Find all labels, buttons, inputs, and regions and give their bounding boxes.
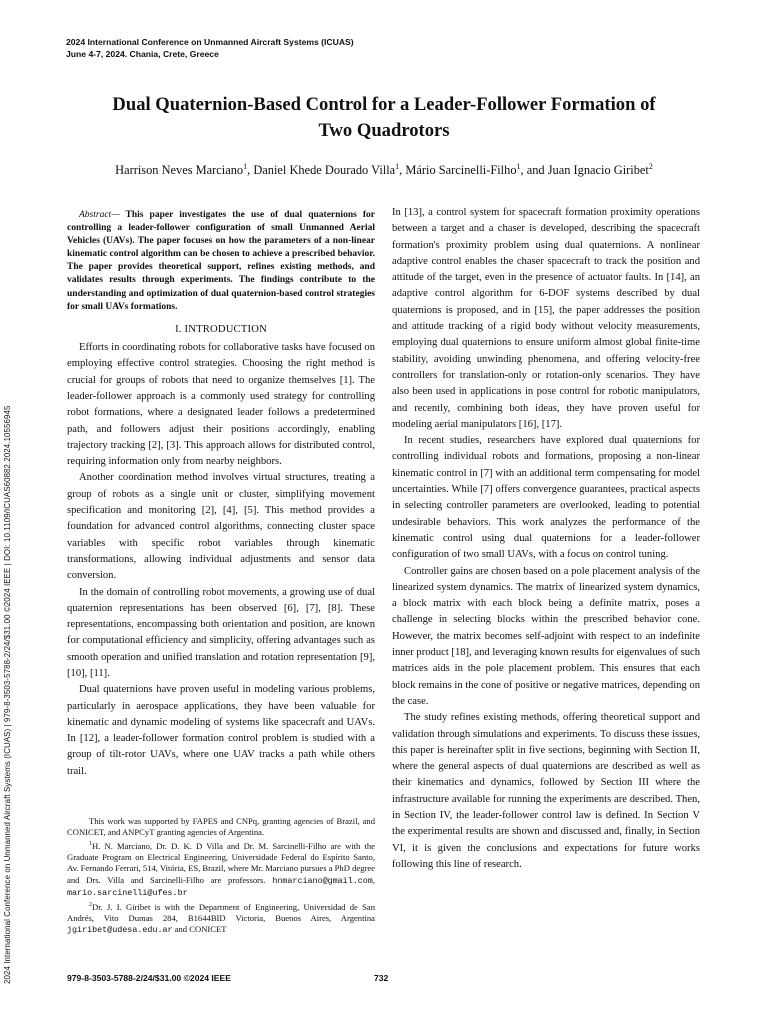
- footnote-text: H. N. Marciano, Dr. D. K. D Villa and Dr. M. Sarcinelli-Filho are with the Graduate Program on Electrical Engineering, Universidade Federal do Espírito Santo, Av. Fernando Ferrari, 514, Vitória, ES, Brazil, where Mr. Marciano pursues a PhD degree and Drs. Villa and Sarcinelli-Filho are professors.: [67, 840, 375, 885]
- footer-copyright: 979-8-3503-5788-2/24/$31.00 ©2024 IEEE: [67, 973, 232, 983]
- email-link[interactable]: mario.sarcinelli@ufes.br: [67, 888, 188, 899]
- paragraph: In the domain of controlling robot movements, a growing use of dual quaternion representations has been observed [6], [7], [8]. These representations, encompassing both orientation and position, are known for computational efficiency and simplicity, offering advantages such as smooth operation and unified translation and rotation representation [9], [10], [11].: [67, 586, 375, 679]
- author-separator: ,: [247, 163, 254, 177]
- paragraph: Another coordination method involves virtual structures, treating a group of robots as a single unit or cluster, simplifying movement specification and monitoring [2], [4], [5]. This method provides a foundation for advanced control algorithms, connecting cluster space variables with specific robot variables through kinematic transformations, allowing individual adjustments and sensor data conversion.: [67, 472, 375, 582]
- author-separator: , and: [520, 163, 548, 177]
- paper-title-line-1: Dual Quaternion-Based Control for a Leader-Follower Formation of: [112, 94, 656, 115]
- affiliation-footnote-1: [67, 839, 375, 900]
- author-3-affiliation: 1: [516, 162, 521, 171]
- abstract-text: This paper investigates the use of dual quaternions for controlling a leader-follower configuration of small Unmanned Aerial Vehicles (UAVs). The paper focuses on how the parameters of a non-linear kinematic control algorithm can be chosen to achieve a prescribed behavior. The paper provides theoretical support, refines existing methods, and validates results through experiments. The findings contribute to the understanding and optimization of dual quaternion-based control strategies for small UAVs formations.: [67, 210, 375, 312]
- footnote-separator: ,: [372, 874, 375, 885]
- funding-footnote: This work was supported by FAPES and CNPq, granting agencies of Brazil, and CONICET, and ANPCyT granting agencies of Argentina.: [67, 816, 375, 838]
- author-2: Daniel Khede Dourado Villa: [253, 163, 396, 177]
- section-heading-introduction: I. INTRODUCTION: [175, 323, 267, 335]
- abstract: [67, 209, 375, 314]
- page-number: 732: [374, 973, 389, 983]
- author-4: Juan Ignacio Giribet: [547, 163, 649, 177]
- author-1-affiliation: 1: [243, 162, 248, 171]
- abstract-label: Abstract—: [79, 210, 120, 220]
- paper-title-line-2: Two Quadrotors: [318, 120, 450, 141]
- email-link[interactable]: jgiribet@udesa.edu.ar: [67, 925, 173, 936]
- paragraph: Efforts in coordinating robots for collaborative tasks have focused on employing effective control strategies. Choosing the right method is crucial for groups of robots that need to organize themselves [1]. The leader-follower approach is a commonly used strategy for controlling robot formations, where a designated leader follows a predetermined path, and followers adjust their positions accordingly, enabling trajectory tracking [2], [3]. This approach allows for distributed control, requiring information only from nearby neighbors.: [67, 342, 375, 468]
- footnote-marker: 2: [89, 901, 92, 908]
- conference-date-location: June 4-7, 2024. Chania, Crete, Greece: [66, 49, 219, 59]
- paragraph: In recent studies, researchers have explored dual quaternions for controlling individual robots and formations, proposing a non-linear kinematic control in [7] with an additional term compensating for model uncertainties. While [7] offers convergence guarantees, practical aspects in selecting controller parameters are overlooked, leading to potential undesirable behaviors. This work analyzes the performance of the kinematic control using dual quaternions for a leader-follower configuration of two small UAVs, with a focus on control tuning.: [392, 435, 700, 561]
- author-1: Harrison Neves Marciano: [115, 163, 244, 177]
- conference-name: 2024 International Conference on Unmanned Aircraft Systems (ICUAS): [66, 37, 354, 47]
- paragraph: Controller gains are chosen based on a pole placement analysis of the linearized system dynamics. The matrix of linearized system dynamics, a block matrix with each block being a definite matrix, poses a challenge in selecting blocks within the prescribed behavior cone. However, the matrix becomes self-adjoint with respect to an indefinite inner product [18], and leveraging known results for eigenvalues of such matrices aids in the pole placement problem. This ensures that each block remains in the cone of positive or negative matrices, depending on the case.: [392, 565, 701, 707]
- side-citation-text: 2024 International Conference on Unmanned Aircraft Systems (ICUAS) | 979-8-3503-5788-2/24/$31.00 ©2024 IEEE | DOI: 10.1109/ICUAS60882.2024.10556945: [3, 405, 12, 984]
- footnote-text: and CONICET: [172, 924, 227, 935]
- author-2-affiliation: 1: [395, 162, 400, 171]
- footnote-marker: 1: [89, 840, 92, 847]
- paragraph: Dual quaternions have proven useful in modeling various problems, particularly in aerospace applications, they have been valuable for kinematic and dynamic modeling of systems like spacecraft and UAVs. In [12], a leader-follower formation control problem is studied with a group of tilt-rotor UAVs, where one UAV tracks a path while others trail.: [67, 684, 375, 777]
- paper-title: [60, 92, 708, 144]
- author-3: Mário Sarcinelli-Filho: [405, 163, 517, 177]
- affiliation-footnote-2: [67, 900, 375, 937]
- paragraph: The study refines existing methods, offering theoretical support and validation through simulations and experiments. To discuss these issues, this paper is hereinafter split in five sections, beginning with Section II, where the general aspects of dual quaternions are described as well as their kinematics and dynamics, followed by Section III where the infrastructure available for running the experiments are described. Then, in Section IV, the leader-follower control law is defined. In Section V the experimental results are shown and discussed and, finally, in Section VI, it is given the conclusions and expectations for future works following this line of research.: [392, 712, 700, 870]
- footnotes: [67, 816, 375, 937]
- right-column: [392, 205, 700, 873]
- paragraph: In [13], a control system for spacecraft formation proximity operations between a target and a chaser is developed, describing the spacecraft formation's proximity problem using dual quaternions. A nonlinear adaptive control enables the chaser spacecraft to track the position and attitude of the target, even in the presence of actuator faults. In [14], an adaptive control algorithm for 6-DOF systems described by dual quaternions is proposed, and in [15], the paper addresses the position and attitude tracking of a rigid body without velocity measurements, employing dual quaternions to ensure uniform almost global finite-time stability, avoiding unwinding phenomena, and offering velocity-free controllers for translation-only or rotation-only scenarios. They have also been used in applications in pose control for robotic manipulators, and recently, combining both ideas, they have proven useful for modeling aerial manipulators [16], [17].: [392, 207, 700, 430]
- author-4-affiliation: 2: [648, 162, 653, 171]
- author-separator: ,: [399, 163, 406, 177]
- footnote-text: Dr. J. I. Giribet is with the Department of Engineering, Universidad de San Andrés, Vito Dumas 284, B1644BID Victoria, Buenos Aires, Argentina: [67, 901, 375, 923]
- left-column: [67, 205, 375, 780]
- conference-header: [66, 36, 486, 60]
- author-list: [30, 162, 738, 178]
- email-link[interactable]: hnmarciano@gmail.com: [272, 875, 373, 886]
